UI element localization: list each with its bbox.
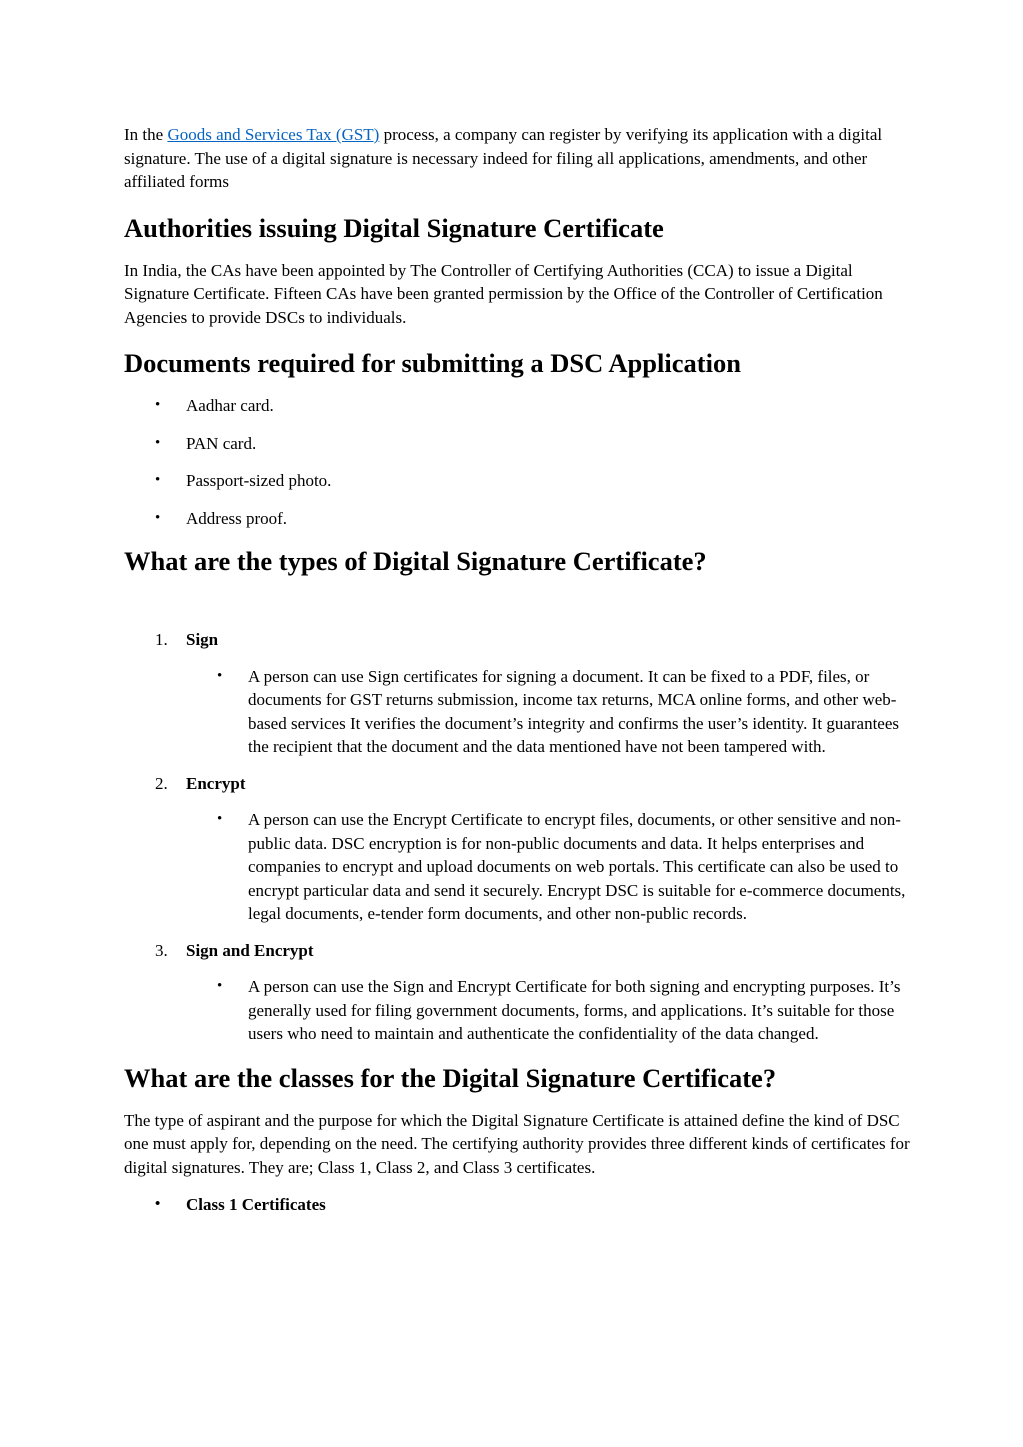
authorities-heading: Authorities issuing Digital Signature Certificate bbox=[124, 212, 664, 243]
type-item-encrypt bbox=[124, 772, 914, 926]
authorities-paragraph: In India, the CAs have been appointed by The Controller of Certifying Authorities (CCA) to issue a Digital Signature Certificate. Fifteen CAs have been granted permission by the Office of the Controller of Certification Agencies to provide DSCs to individuals. bbox=[124, 260, 883, 327]
types-list bbox=[124, 628, 914, 1046]
documents-heading: Documents required for submitting a DSC Application bbox=[124, 348, 741, 378]
type-description: • A person can use Sign certificates for signing a document. It can be fixed to a PDF, files, or documents for GST returns submission, income tax returns, MCA online forms, and other web-based services It verifies the document’s integrity and confirms the user’s identity. It guarantees the recipient that the document and the data mentioned have not been tampered with. bbox=[186, 665, 914, 759]
type-title: Encrypt bbox=[186, 773, 246, 793]
type-item-sign bbox=[124, 628, 914, 759]
intro-prefix: In the bbox=[124, 125, 168, 144]
type-item-sign-and-encrypt bbox=[124, 939, 914, 1046]
classes-paragraph: The type of aspirant and the purpose for which the Digital Signature Certificate is attained define the kind of DSC one must apply for, depending on the need. The certifying authority provides three different kinds of certificates for digital signatures. They are; Class 1, Class 2, and Class 3 certificates. bbox=[124, 1110, 910, 1177]
type-title: Sign bbox=[186, 630, 219, 649]
gst-link[interactable]: Goods and Services Tax (GST) bbox=[167, 125, 380, 144]
list-item: • Aadhar card. bbox=[124, 394, 914, 418]
classes-list bbox=[124, 1193, 914, 1217]
list-item: • PAN card. bbox=[124, 432, 914, 456]
type-desc-list bbox=[186, 665, 914, 759]
list-number: 1. bbox=[155, 630, 168, 649]
list-number: 2. bbox=[155, 773, 168, 793]
classes-heading: What are the classes for the Digital Signature Certificate? bbox=[124, 1062, 777, 1093]
list-item: • Address proof. bbox=[124, 507, 914, 531]
type-description: • A person can use the Sign and Encrypt Certificate for both signing and encrypting purposes. It’s generally used for filing government documents, forms, and applications. It’s suitable for those users who need to maintain and authenticate the confidentiality of the data changed. bbox=[186, 975, 914, 1046]
intro-suffix: process, a company can register by verifying its application with a digital signature. The use of a digital signature is necessary indeed for filing all applications, amendments, and other affiliated forms bbox=[124, 125, 883, 191]
list-item: • Passport-sized photo. bbox=[124, 469, 914, 493]
type-desc-list bbox=[186, 808, 914, 926]
document-page bbox=[124, 123, 914, 1217]
intro-paragraph bbox=[124, 123, 914, 194]
list-item: • Class 1 Certificates bbox=[124, 1193, 914, 1217]
type-title: Sign and Encrypt bbox=[186, 940, 314, 960]
list-number: 3. bbox=[155, 940, 168, 960]
type-desc-list bbox=[186, 975, 914, 1046]
documents-list bbox=[124, 394, 914, 530]
type-description: • A person can use the Encrypt Certificate to encrypt files, documents, or other sensitive and non-public data. DSC encryption is for non-public documents and data. It helps enterprises and companies to encrypt and upload documents on web portals. This certificate can also be used to encrypt particular data and send it securely. Encrypt DSC is suitable for e-commerce documents, legal documents, e-tender form documents, and other non-public records. bbox=[186, 808, 914, 926]
types-heading: What are the types of Digital Signature Certificate? bbox=[124, 546, 707, 576]
